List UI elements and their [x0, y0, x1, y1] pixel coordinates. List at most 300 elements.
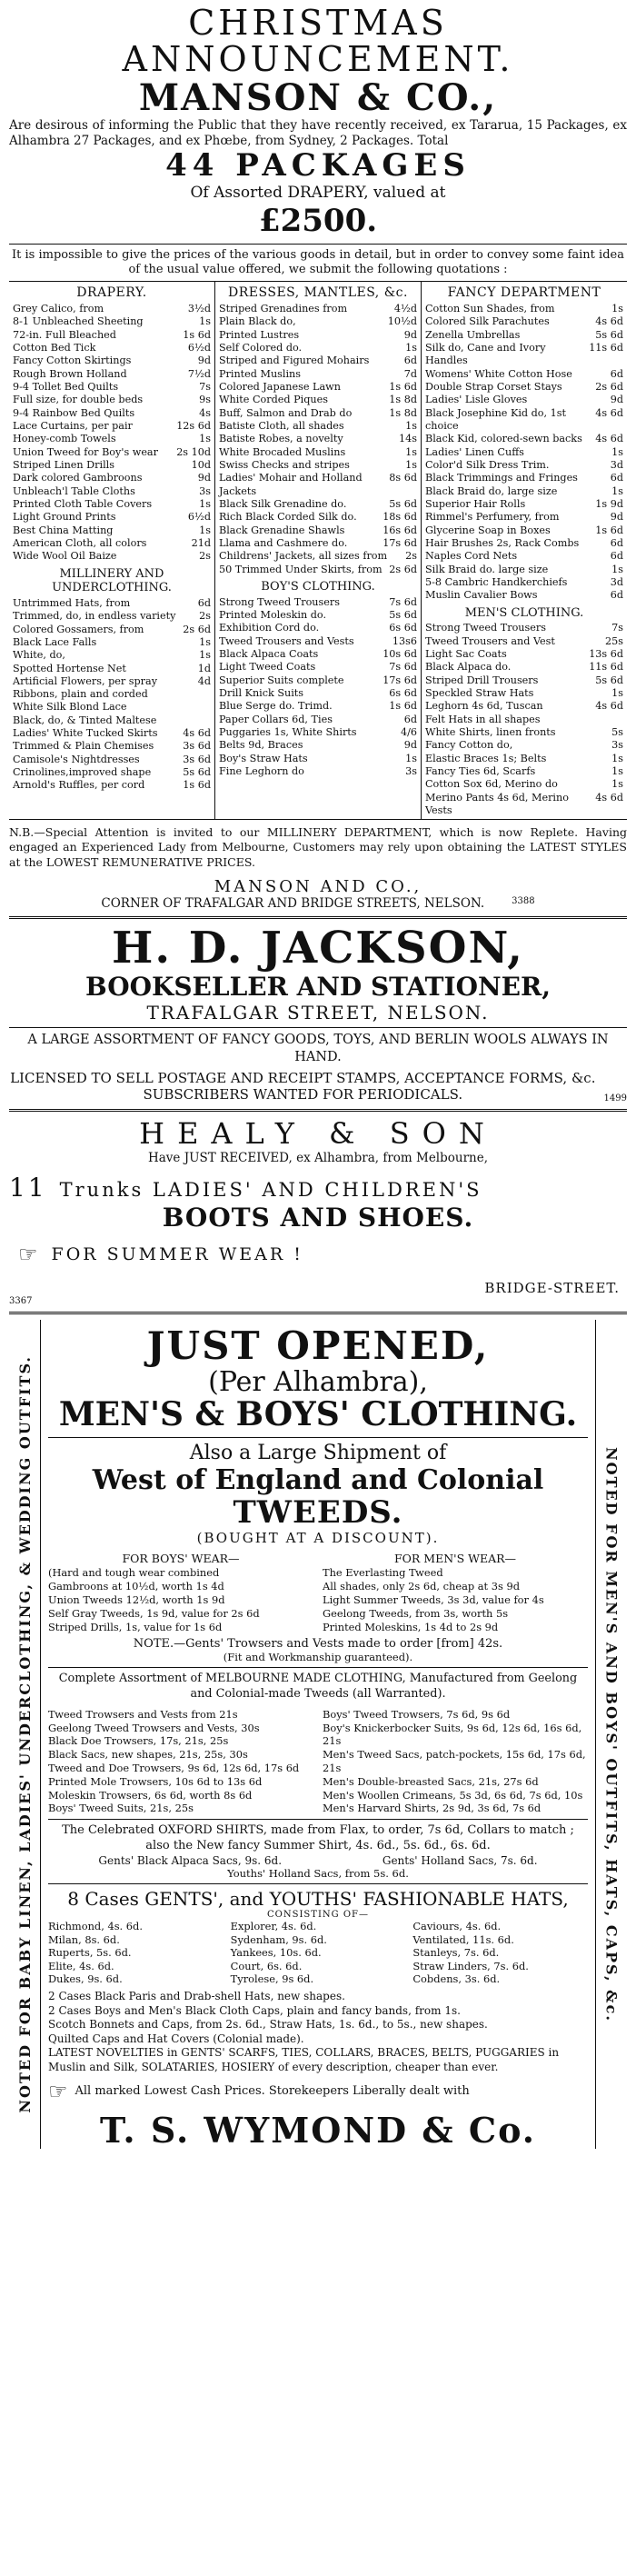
item-name: Drill Knick Suits	[219, 686, 304, 699]
item-name: Fancy Cotton do,	[425, 739, 513, 752]
clothing-left-list	[48, 1708, 313, 1816]
item-price: 3½d	[187, 303, 211, 315]
item-name: Trimmed, do, in endless variety	[13, 610, 176, 623]
price-row	[13, 303, 211, 315]
item-price: 1s 8d	[389, 406, 417, 419]
item-price: 6d	[197, 596, 211, 609]
item-name: Light Sac Coats	[425, 647, 507, 660]
item-name: Striped Grenadines from	[219, 303, 348, 315]
price-row	[13, 407, 211, 420]
item-price: 1s	[405, 445, 417, 458]
item-price: 1s	[611, 484, 623, 497]
fashionable-hats: 8 Cases GENTS', and YOUTHS' FASHIONABLE HATS,	[67, 1888, 569, 1911]
price-row	[13, 779, 211, 792]
item-price: 4s 6d	[595, 315, 623, 328]
item-price: 14s	[399, 433, 417, 445]
price-row	[13, 714, 211, 727]
price-row	[219, 342, 417, 354]
item-name: Printed Cloth Table Covers	[13, 498, 153, 511]
item-price: 10s 6d	[383, 647, 417, 660]
list-line: Boy's Knickerbocker Suits, 9s 6d, 12s 6d, 16s 6d, 21s	[323, 1721, 582, 1748]
item-price: 4s 6d	[595, 700, 623, 713]
manson-advert	[9, 0, 627, 911]
price-row	[425, 674, 623, 687]
item-price: 1s 6d	[389, 700, 417, 713]
item-name: 50 Trimmed Under Skirts, from	[219, 563, 383, 575]
black-alpaca-sacs: Gents' Black Alpaca Sacs, 9s. 6d.	[98, 1854, 283, 1868]
item-name: Crinolines,improved shape	[13, 766, 152, 779]
price-row	[425, 537, 623, 550]
trunks-text: Trunks LADIES' AND CHILDREN'S	[59, 1178, 482, 1201]
item-name: Cotton Sox 6d, Merino do	[425, 778, 558, 791]
item-price: 4/6	[400, 725, 417, 738]
side-right-text: NOTED FOR MEN'S AND BOYS' OUTFITS, HATS, CAPS, &c.	[602, 1446, 621, 2022]
item-price: 7s	[199, 381, 211, 394]
list-line: 2 Cases Boys and Men's Black Cloth Caps, plain and fancy bands, from 1s.	[48, 2003, 461, 2017]
mens-wear-heading: FOR MEN'S WEAR—	[393, 1552, 517, 1566]
jackson-ref-number: 1499	[603, 1093, 627, 1104]
price-row	[13, 315, 211, 328]
item-name: Plain Black do,	[219, 315, 296, 328]
item-name: 9-4 Tollet Bed Quilts	[13, 381, 119, 394]
list-line: LATEST NOVELTIES in GENTS' SCARFS, TIES, COLLARS, BRACES, BELTS, PUGGARIES in Muslin and Silk, SOLATARIES, HOSIERY of every description, cheaper than ever.	[48, 2046, 560, 2074]
item-price: 18s 6d	[383, 511, 417, 524]
drapery-list	[13, 303, 211, 564]
price-row	[219, 459, 417, 472]
item-name: Belts 9d, Braces	[219, 739, 303, 752]
item-price: 3s	[405, 764, 417, 777]
price-row	[13, 663, 211, 675]
price-row	[425, 550, 623, 563]
item-name: Muslin Cavalier Bows	[425, 589, 538, 602]
item-price: 5s 6d	[389, 608, 417, 621]
item-price: 1s 6d	[389, 381, 417, 394]
price-row	[425, 687, 623, 700]
hat-item: Sydenham, 9s. 6d.	[230, 1932, 327, 1946]
wymond-main	[40, 1320, 596, 2150]
price-row	[219, 329, 417, 342]
item-price: 6d	[610, 537, 623, 550]
price-row	[13, 550, 211, 563]
item-name: Best China Matting	[13, 524, 114, 536]
price-row	[13, 329, 211, 342]
divider	[48, 1883, 588, 1884]
item-name: Colored Japanese Lawn	[219, 381, 341, 394]
price-row	[219, 381, 417, 394]
price-row	[425, 498, 623, 511]
price-row	[13, 524, 211, 537]
price-row	[425, 726, 623, 739]
item-name: Childrens' Jackets, all sizes from	[219, 550, 388, 563]
list-line: Boys' Tweed Trowsers, 7s 6d, 9s 6d	[323, 1707, 511, 1721]
boots-and-shoes: BOOTS AND SHOES.	[162, 1202, 474, 1233]
item-price: 1d	[197, 662, 211, 674]
price-row	[219, 511, 417, 524]
holland-sacs: Gents' Holland Sacs, 7s. 6d.	[382, 1854, 538, 1868]
item-name: Colored Silk Parachutes	[425, 315, 550, 328]
item-name: Striped Linen Drills	[13, 459, 114, 472]
healy-name: HEALY & SON	[139, 1116, 497, 1152]
large-shipment: Also a Large Shipment of	[189, 1441, 447, 1464]
item-price: 1s 6d	[183, 328, 211, 341]
price-row	[13, 688, 211, 701]
item-price: 1s	[199, 649, 211, 662]
item-price: 1s	[611, 686, 623, 699]
item-price: 7d	[403, 367, 417, 380]
drapery-column	[9, 282, 214, 819]
mens-clothing-list	[425, 622, 623, 817]
price-row	[425, 303, 623, 315]
item-price: 6d	[403, 713, 417, 725]
manson-ref-number: 3388	[512, 895, 535, 906]
item-name: Swiss Checks and stripes	[219, 459, 350, 472]
item-name: 9-4 Rainbow Bed Quilts	[13, 406, 135, 419]
millinery-heading: MILLINERY AND UNDERCLOTHING.	[52, 566, 172, 595]
boys-clothing-heading: BOY'S CLOTHING.	[261, 580, 375, 594]
boys-wear-heading: FOR BOYS' WEAR—	[122, 1552, 240, 1566]
item-name: Strong Tweed Trousers	[425, 622, 546, 634]
item-price: 2s 10d	[176, 445, 211, 458]
price-row	[219, 368, 417, 381]
item-price: 8s 6d	[389, 472, 417, 484]
item-price: 2s 6d	[183, 623, 211, 635]
item-price: 1s	[611, 563, 623, 575]
boys-wear-list	[48, 1566, 313, 1633]
item-price: 12s 6d	[176, 420, 211, 433]
price-row	[13, 485, 211, 498]
price-row	[13, 381, 211, 394]
list-line: Men's Double-breasted Sacs, 21s, 27s 6d	[323, 1774, 539, 1788]
item-name: Grey Calico, from	[13, 303, 104, 315]
price-row	[219, 420, 417, 433]
divider	[48, 1667, 588, 1668]
item-price: 6d	[403, 354, 417, 367]
item-name: Striped Drill Trousers	[425, 674, 539, 686]
list-line: Men's Woollen Crimeans, 5s 3d, 6s 6d, 7s 6d, 10s	[323, 1788, 583, 1802]
price-row	[219, 700, 417, 713]
item-name: Ladies' White Tucked Skirts	[13, 727, 158, 740]
hat-item: Elite, 4s. 6d.	[48, 1959, 114, 1972]
item-price: 6d	[610, 589, 623, 602]
item-price: 1s	[611, 752, 623, 764]
price-row	[219, 407, 417, 420]
summer-wear-line	[9, 1242, 627, 1267]
jackson-trade: BOOKSELLER AND STATIONER,	[85, 971, 551, 1002]
item-name: Black Josephine Kid do, 1st choice	[425, 406, 566, 433]
boys-wear-column	[48, 1552, 313, 1633]
item-name: Womens' White Cotton Hose	[425, 367, 572, 380]
healy-advert	[9, 1117, 627, 1306]
item-price: 5s	[611, 725, 623, 738]
price-row	[425, 315, 623, 328]
item-price: 7s 6d	[389, 661, 417, 674]
price-row	[13, 597, 211, 610]
dresses-list	[219, 303, 417, 576]
item-price: 1s	[405, 420, 417, 433]
price-row	[219, 433, 417, 445]
item-price: 11s 6d	[589, 342, 623, 354]
price-row	[13, 498, 211, 511]
alpaca-line	[48, 1854, 588, 1867]
list-line: Geelong Tweed Trowsers and Vests, 30s	[48, 1721, 260, 1734]
item-price: 6s 6d	[389, 686, 417, 699]
item-name: White Brocaded Muslins	[219, 445, 346, 458]
price-row	[219, 564, 417, 576]
price-row	[425, 329, 623, 342]
price-row	[219, 687, 417, 700]
price-row	[425, 576, 623, 589]
item-price: 1s	[405, 342, 417, 354]
price-row	[13, 354, 211, 367]
price-row	[425, 635, 623, 648]
trunks-count: 11	[9, 1172, 47, 1203]
dresses-column	[214, 282, 421, 819]
christmas-title: CHRISTMAS ANNOUNCEMENT.	[122, 3, 514, 79]
price-row	[219, 622, 417, 634]
item-name: Elastic Braces 1s; Belts	[425, 752, 547, 764]
manson-footer-name: MANSON AND CO.,	[214, 876, 422, 896]
item-name: Superior Hair Rolls	[425, 498, 526, 511]
price-row	[13, 636, 211, 649]
item-name: American Cloth, all colors	[13, 537, 147, 550]
price-row	[425, 700, 623, 713]
item-price: 1s	[611, 764, 623, 777]
item-name: Rimmel's Perfumery, from	[425, 511, 560, 524]
item-price: 1s	[611, 303, 623, 315]
list-line: Light Summer Tweeds, 3s 3d, value for 4s	[323, 1593, 544, 1606]
list-line: Scotch Bonnets and Caps, from 2s. 6d., Straw Hats, 1s. 6d., to 5s., new shapes.	[48, 2018, 488, 2032]
item-price: 4s 6d	[595, 433, 623, 445]
price-row	[219, 674, 417, 687]
consisting-of: CONSISTING OF—	[267, 1910, 369, 1921]
price-row	[425, 485, 623, 498]
price-row	[13, 537, 211, 550]
item-name: Camisole's Nightdresses	[13, 753, 140, 765]
divider	[48, 1437, 588, 1438]
price-row	[13, 766, 211, 779]
hat-item: Yankees, 10s. 6d.	[230, 1946, 322, 1960]
price-row	[219, 661, 417, 674]
item-name: White Corded Piques	[219, 394, 328, 406]
item-price: 6d	[610, 550, 623, 563]
jackson-street: TRAFALGAR STREET, NELSON.	[146, 1001, 490, 1023]
mens-boys-clothing: MEN'S & BOYS' CLOTHING.	[58, 1395, 578, 1434]
list-line: Geelong Tweeds, from 3s, worth 5s	[323, 1606, 509, 1620]
price-row	[13, 394, 211, 406]
list-line: Self Gray Tweeds, 1s 9d, value for 2s 6d	[48, 1606, 260, 1620]
item-name: Blue Serge do. Trimd.	[219, 700, 333, 713]
price-row	[219, 472, 417, 498]
price-row	[425, 446, 623, 459]
list-line: Quilted Caps and Hat Covers (Colonial made).	[48, 2032, 304, 2045]
item-price: 4s 6d	[595, 406, 623, 419]
price-row	[13, 433, 211, 445]
item-name: White, do,	[13, 649, 65, 662]
price-row	[219, 303, 417, 315]
hat-item: Explorer, 4s. 6d.	[230, 1920, 317, 1933]
item-name: Glycerine Soap in Boxes	[425, 524, 551, 536]
list-line: Gambroons at 10½d, worth 1s 4d	[48, 1580, 224, 1593]
item-price: 5s 6d	[595, 328, 623, 341]
item-price: 1s 8d	[389, 394, 417, 406]
item-name: Ladies' Lisle Gloves	[425, 394, 528, 406]
price-row	[219, 596, 417, 609]
mens-wear-column	[323, 1552, 588, 1633]
list-line: Printed Mole Trowsers, 10s 6d to 13s 6d	[48, 1774, 263, 1788]
side-left-text: NOTED FOR BABY LINEN, LADIES' UNDERCLOTHING, & WEDDING OUTFITS.	[15, 1355, 34, 2113]
item-price: 16s 6d	[383, 524, 417, 536]
trowsers-note: NOTE.—Gents' Trowsers and Vests made to order [from] 42s.	[133, 1637, 503, 1652]
item-name: Striped and Figured Mohairs	[219, 354, 370, 367]
item-name: Ladies' Mohair and Holland Jackets	[219, 472, 363, 497]
item-name: Naples Cord Nets	[425, 550, 518, 563]
item-price: 6d	[610, 472, 623, 484]
price-row	[425, 472, 623, 484]
price-row	[219, 537, 417, 550]
item-name: Batiste Cloth, all shades	[219, 420, 344, 433]
price-row	[425, 381, 623, 394]
west-of-england: West of England and Colonial	[92, 1464, 544, 1497]
item-name: Unbleach'l Table Cloths	[13, 484, 135, 497]
price-row	[219, 550, 417, 563]
pointing-hand-icon: ☞	[18, 1241, 41, 1267]
price-row	[425, 407, 623, 434]
boys-clothing-list	[219, 596, 417, 779]
item-name: Full size, for double beds	[13, 394, 144, 406]
wear-columns	[48, 1552, 588, 1633]
item-price: 6½d	[187, 342, 211, 354]
bought-at-discount: (BOUGHT AT A DISCOUNT).	[196, 1530, 440, 1547]
all-marked-line	[48, 2079, 588, 2104]
oxford-shirts: The Celebrated OXFORD SHIRTS, made from Flax, to order, 7s 6d, Collars to match ; also the New fancy Summer Shirt, 4s. 6d., 5s. 6d., 6s. 6d.	[62, 1823, 574, 1853]
item-price: 1s 6d	[595, 524, 623, 536]
item-name: Llama and Cashmere do.	[219, 537, 348, 550]
item-price: 5s 6d	[595, 674, 623, 686]
item-name: Zenella Umbrellas	[425, 328, 521, 341]
price-row	[425, 589, 623, 602]
clothing-columns	[48, 1708, 588, 1816]
pointing-hand-icon: ☞	[48, 2078, 68, 2104]
item-price: 1s	[199, 524, 211, 536]
price-row	[13, 675, 211, 688]
price-row	[425, 739, 623, 752]
wymond-side-left	[9, 1320, 40, 2150]
item-price: 1s 6d	[183, 779, 211, 792]
per-alhambra: (Per Alhambra),	[208, 1366, 428, 1399]
item-price: 6d	[610, 367, 623, 380]
list-line: Tweed and Doe Trowsers, 9s 6d, 12s 6d, 17s 6d	[48, 1762, 300, 1774]
item-name: Ribbons, plain and corded	[13, 688, 148, 701]
hat-item: Richmond, 4s. 6d.	[48, 1920, 143, 1933]
price-row	[425, 622, 623, 634]
item-price: 13s6	[392, 634, 417, 647]
list-line: The Everlasting Tweed	[323, 1566, 443, 1580]
item-price: 9d	[610, 394, 623, 406]
item-price: 9d	[197, 354, 211, 367]
price-row	[219, 609, 417, 622]
price-row	[425, 394, 623, 406]
jackson-licensed-row	[9, 1070, 627, 1104]
price-row	[425, 648, 623, 661]
item-name: Black Trimmings and Fringes	[425, 472, 578, 484]
item-name: White Silk Blond Lace	[13, 701, 127, 714]
price-row	[219, 648, 417, 661]
price-row	[13, 701, 211, 714]
dresses-heading: DRESSES, MANTLES, &c.	[228, 285, 408, 301]
item-price: 1s 9d	[595, 498, 623, 511]
healy-street: BRIDGE-STREET.	[484, 1279, 620, 1296]
item-name: Black Silk Grenadine do.	[219, 498, 347, 511]
list-line: Black Sacs, new shapes, 21s, 25s, 30s	[48, 1748, 248, 1762]
item-name: Tweed Trousers and Vest	[425, 634, 555, 647]
price-row	[13, 649, 211, 662]
healy-ref-number: 3367	[9, 1295, 33, 1306]
item-price: 9d	[403, 739, 417, 752]
hat-item: Stanleys, 7s. 6d.	[412, 1946, 500, 1960]
item-name: Fancy Ties 6d, Scarfs	[425, 764, 536, 777]
item-name: Color'd Silk Dress Trim.	[425, 459, 550, 472]
item-name: Rough Brown Holland	[13, 367, 127, 380]
item-name: Puggaries 1s, White Shirts	[219, 725, 357, 738]
item-price: 3d	[610, 459, 623, 472]
price-row	[13, 459, 211, 472]
item-name: Fine Leghorn do	[219, 764, 304, 777]
item-name: Leghorn 4s 6d, Tuscan	[425, 700, 543, 713]
item-name: Arnold's Ruffles, per cord	[13, 779, 145, 792]
item-name: Buff, Salmon and Drab do	[219, 406, 353, 419]
item-name: Rich Black Corded Silk do.	[219, 511, 357, 524]
fancy-column	[421, 282, 627, 819]
item-name: Untrimmed Hats, from	[13, 596, 131, 609]
item-price: 3s	[611, 739, 623, 752]
item-name: Black Lace Falls	[13, 635, 97, 648]
just-opened: JUST OPENED,	[146, 1323, 490, 1368]
item-name: Boy's Straw Hats	[219, 752, 308, 764]
item-price: 25s	[605, 634, 623, 647]
item-name: Exhibition Cord do.	[219, 622, 320, 634]
item-price: 1s	[405, 459, 417, 472]
all-marked-text: All marked Lowest Cash Prices. Storekeepers Liberally dealt with	[75, 2084, 470, 2099]
price-row	[219, 354, 417, 367]
item-price: 4½d	[393, 303, 417, 315]
hat-item: Tyrolese, 9s 6d.	[230, 1972, 314, 1986]
item-name: Silk do, Cane and Ivory Handles	[425, 342, 546, 367]
section-divider	[9, 916, 627, 919]
price-row	[13, 624, 211, 636]
item-price: 5s 6d	[389, 498, 417, 511]
item-price: 10½d	[387, 315, 417, 328]
item-name: Felt Hats in all shapes	[425, 713, 541, 725]
list-line: Union Tweeds 12½d, worth 1s 9d	[48, 1593, 225, 1606]
item-name: Silk Braid do. large size	[425, 563, 549, 575]
wymond-firm-name: T. S. WYMOND & Co.	[100, 2109, 536, 2151]
item-name: Batiste Robes, a novelty	[219, 433, 343, 445]
item-name: Colored Gossamers, from	[13, 623, 144, 635]
price-row	[425, 753, 623, 765]
price-row	[219, 753, 417, 765]
item-price: 2s	[199, 610, 211, 623]
item-price: 3s	[199, 484, 211, 497]
item-price: 1s	[199, 315, 211, 328]
item-price: 9d	[403, 328, 417, 341]
item-name: Honey-comb Towels	[13, 433, 116, 445]
assorted-drapery: Of Assorted DRAPERY, valued at	[190, 183, 446, 202]
manson-firm-name: MANSON & CO.,	[138, 75, 498, 119]
price-row	[425, 524, 623, 537]
item-price: 1s	[199, 498, 211, 511]
hat-item: Cobdens, 3s. 6d.	[412, 1972, 501, 1986]
price-row	[13, 446, 211, 459]
